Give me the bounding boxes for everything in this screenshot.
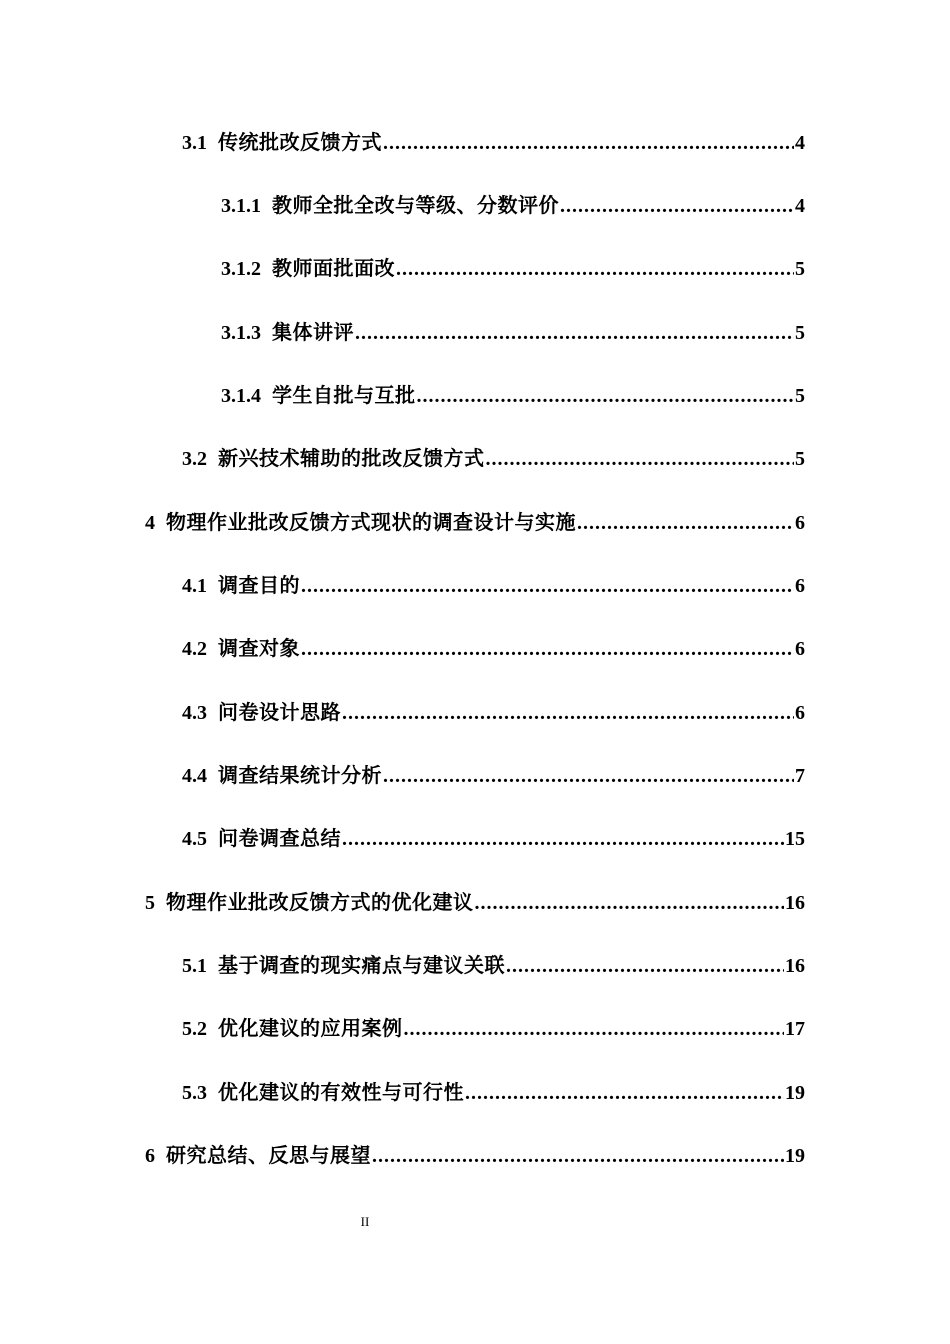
toc-entry-4-5[interactable] [182, 823, 805, 853]
toc-dot-leader [465, 1078, 784, 1108]
toc-entry-number: 4 [145, 512, 155, 534]
toc-entry-page: 19 [785, 1145, 805, 1167]
toc-entry-title: 物理作业批改反馈方式的优化建议 [166, 890, 474, 914]
toc-entry-6[interactable] [145, 1140, 805, 1170]
toc-entry-page: 5 [795, 448, 805, 470]
toc-entry-number: 4.4 [182, 765, 207, 787]
page-number-footer: II [360, 1214, 370, 1229]
toc-entry-5-3[interactable] [182, 1077, 805, 1107]
toc-entry-number: 3.1.2 [221, 258, 261, 280]
toc-entry-number: 6 [145, 1145, 155, 1167]
toc-entry-page: 16 [785, 892, 805, 914]
toc-entry-title: 研究总结、反思与展望 [166, 1143, 371, 1167]
toc-entry-5-1[interactable] [182, 950, 805, 980]
toc-entry-3-2[interactable] [182, 443, 805, 473]
toc-dot-leader [301, 634, 794, 664]
toc-entry-page: 6 [795, 702, 805, 724]
toc-entry-page: 5 [795, 322, 805, 344]
toc-entry-title: 优化建议的有效性与可行性 [218, 1080, 464, 1104]
toc-entry-number: 5 [145, 892, 155, 914]
toc-entry-title: 调查结果统计分析 [218, 763, 382, 787]
toc-entry-title: 学生自批与互批 [272, 383, 416, 407]
toc-entry-title: 问卷调查总结 [218, 826, 341, 850]
toc-entry-page: 4 [795, 132, 805, 154]
toc-dot-leader [383, 128, 794, 158]
toc-dot-leader [506, 951, 784, 981]
toc-entry-title: 集体讲评 [272, 320, 354, 344]
toc-entry-title: 物理作业批改反馈方式现状的调查设计与实施 [166, 510, 576, 534]
toc-entry-3-1-4[interactable] [221, 380, 805, 410]
toc-dot-leader [342, 824, 784, 854]
toc-entry-number: 4.2 [182, 638, 207, 660]
toc-entry-page: 5 [795, 385, 805, 407]
toc-entry-title: 问卷设计思路 [218, 700, 341, 724]
toc-entry-number: 4.5 [182, 828, 207, 850]
toc-dot-leader [404, 1014, 785, 1044]
toc-dot-leader [301, 571, 794, 601]
toc-entry-page: 6 [795, 575, 805, 597]
toc-dot-leader [355, 318, 794, 348]
toc-entry-3-1[interactable] [182, 127, 805, 157]
toc-entry-title: 传统批改反馈方式 [218, 130, 382, 154]
toc-entry-3-1-3[interactable] [221, 317, 805, 347]
toc-dot-leader [577, 508, 794, 538]
toc-entry-page: 5 [795, 258, 805, 280]
toc-entry-4-4[interactable] [182, 760, 805, 790]
toc-entry-title: 调查目的 [218, 573, 300, 597]
toc-entry-3-1-2[interactable] [221, 253, 805, 283]
toc-dot-leader [486, 444, 795, 474]
toc-entry-page: 6 [795, 512, 805, 534]
toc-entry-4-2[interactable] [182, 633, 805, 663]
toc-entry-number: 3.1.1 [221, 195, 261, 217]
toc-entry-number: 5.3 [182, 1082, 207, 1104]
toc-dot-leader [475, 888, 785, 918]
toc-entry-5[interactable] [145, 887, 805, 917]
toc-entry-title: 教师全批全改与等级、分数评价 [272, 193, 559, 217]
toc-dot-leader [417, 381, 795, 411]
toc-entry-page: 7 [795, 765, 805, 787]
toc-entry-title: 教师面批面改 [272, 256, 395, 280]
toc-entry-number: 4.1 [182, 575, 207, 597]
toc-dot-leader [383, 761, 794, 791]
toc-entry-number: 3.1.4 [221, 385, 261, 407]
toc-entry-number: 5.2 [182, 1018, 207, 1040]
toc-entry-page: 15 [785, 828, 805, 850]
toc-entry-page: 17 [785, 1018, 805, 1040]
toc-entry-number: 4.3 [182, 702, 207, 724]
toc-dot-leader [396, 254, 794, 284]
toc-entry-4-1[interactable] [182, 570, 805, 600]
toc-entry-page: 16 [785, 955, 805, 977]
toc-entry-page: 19 [785, 1082, 805, 1104]
toc-entry-number: 3.1.3 [221, 322, 261, 344]
toc-entry-5-2[interactable] [182, 1013, 805, 1043]
toc-entry-4[interactable] [145, 507, 805, 537]
toc-entry-page: 6 [795, 638, 805, 660]
toc-dot-leader [560, 191, 794, 221]
toc-dot-leader [342, 698, 794, 728]
toc-entry-title: 优化建议的应用案例 [218, 1016, 403, 1040]
toc-entry-4-3[interactable] [182, 697, 805, 727]
toc-entry-number: 5.1 [182, 955, 207, 977]
toc-dot-leader [372, 1141, 784, 1171]
toc-entry-page: 4 [795, 195, 805, 217]
toc-entry-number: 3.1 [182, 132, 207, 154]
toc-entry-title: 新兴技术辅助的批改反馈方式 [218, 446, 485, 470]
toc-entry-title: 调查对象 [218, 636, 300, 660]
toc-entry-title: 基于调查的现实痛点与建议关联 [218, 953, 505, 977]
toc-entry-number: 3.2 [182, 448, 207, 470]
toc-entry-3-1-1[interactable] [221, 190, 805, 220]
